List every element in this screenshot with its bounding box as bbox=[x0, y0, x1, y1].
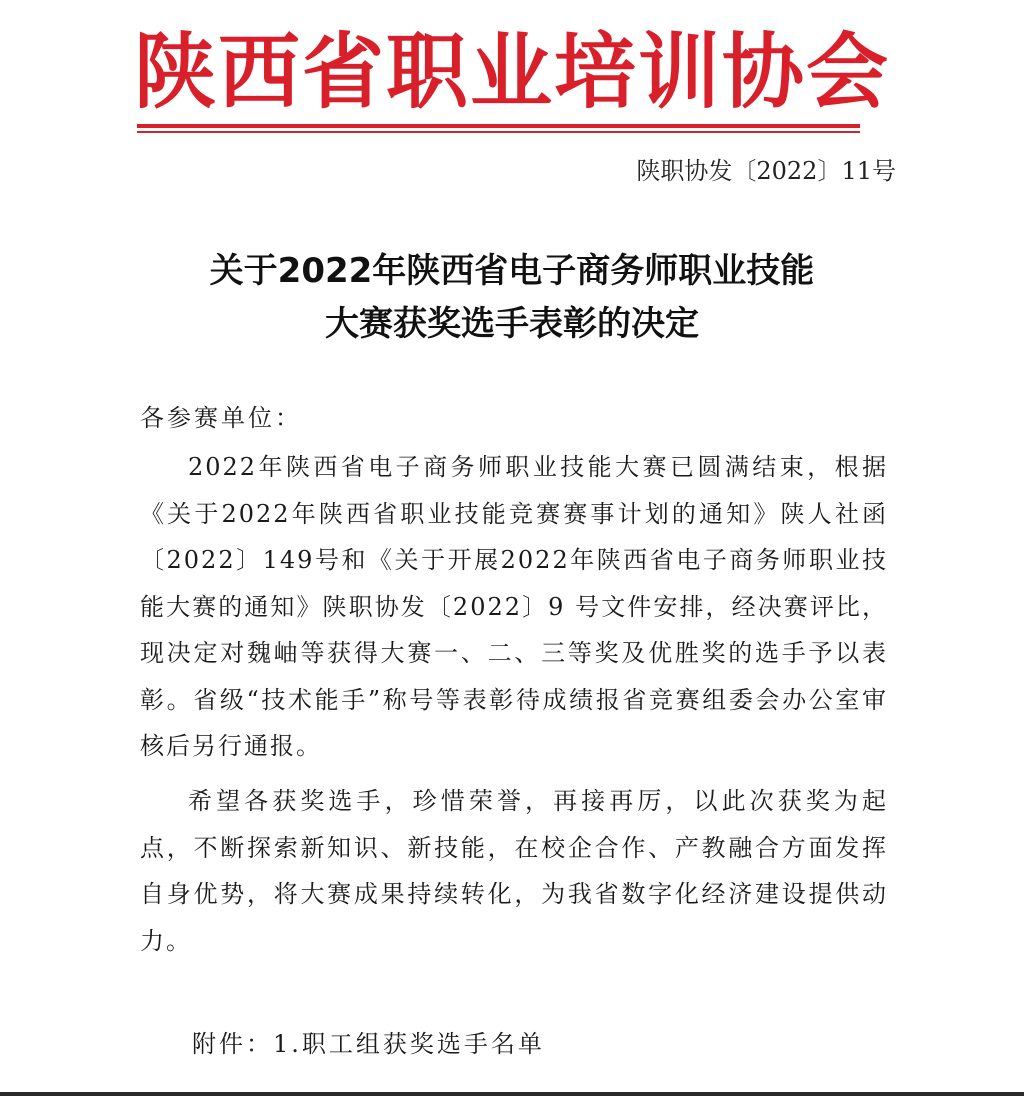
organization-letterhead: 陕西省职业培训协会 bbox=[133, 25, 890, 120]
body-paragraph-2: 希望各获奖选手，珍惜荣誉，再接再厉，以此次获奖为起点，不断探索新知识、新技能，在校企合作、产教融合方面发挥自身优势，将大赛成果持续转化，为我省数字化经济建设提供动力。 bbox=[140, 787, 888, 955]
body-paragraph-1: 2022年陕西省电子商务师职业技能大赛已圆满结束，根据《关于2022年陕西省职业技能竞赛赛事计划的通知》陕人社函〔2022〕149号和《关于开展2022年陕西省电子商务师职业技能大赛的通知》陕职协发〔2022〕9 号文件安排，经决赛评比，现决定对魏岫等获得大赛一、二、三等奖及优胜奖的选手予以表彰。省级“技术能手”称号等表彰待成绩报省竞赛组委会办公室审核后另行通报。 bbox=[140, 453, 888, 760]
attachment-line: 附件：1.职工组获奖选手名单 bbox=[192, 1030, 545, 1058]
document-number: 陕职协发〔2022〕11号 bbox=[636, 157, 896, 185]
letterhead-rule-thin bbox=[137, 131, 860, 133]
document-title-line-1: 关于2022年陕西省电子商务师职业技能 bbox=[209, 251, 815, 291]
salutation: 各参赛单位： bbox=[140, 404, 302, 432]
page-bottom-edge bbox=[0, 1092, 1024, 1096]
letterhead-rule-thick bbox=[137, 124, 860, 128]
document-title-line-2: 大赛获奖选手表彰的决定 bbox=[325, 304, 699, 344]
